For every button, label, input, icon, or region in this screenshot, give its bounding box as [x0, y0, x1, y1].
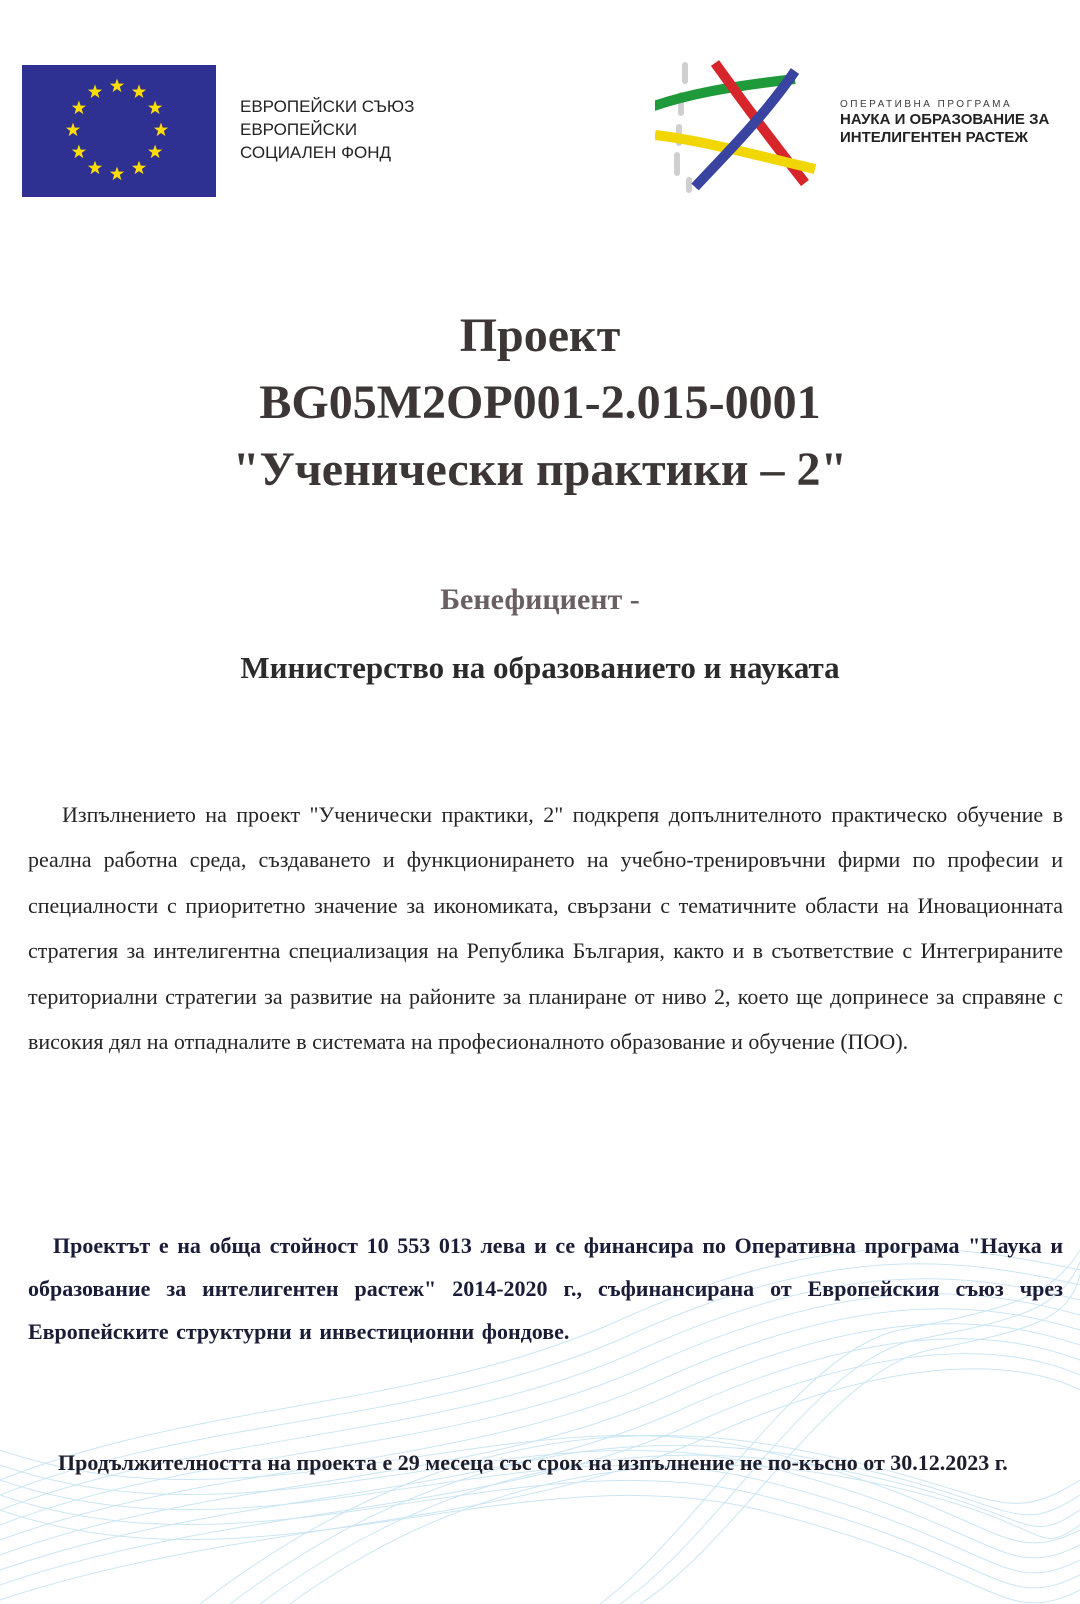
eu-flag-logo [22, 65, 216, 197]
beneficiary-label: Бенефициент - [440, 583, 640, 616]
eu-flag-graphic [22, 65, 216, 197]
project-title [0, 302, 1080, 503]
eu-fund-label [240, 95, 414, 164]
eu-line-1: ЕВРОПЕЙСКИ СЪЮЗ [240, 97, 415, 116]
title-line-project: Проект [459, 309, 621, 362]
title-line-code: BG05M2OP001-2.015-0001 [259, 376, 821, 429]
op-title-line-2: ИНТЕЛИГЕНТЕН РАСТЕЖ [840, 129, 1028, 146]
operational-programme-logo [655, 55, 825, 195]
project-duration-paragraph: Продължителността на проекта е 29 месеца със срок на изпълнение не по-късно от 30.12.2023 г. [58, 1450, 1008, 1475]
beneficiary-name: Министерство на образованието и науката [240, 650, 840, 685]
project-description-paragraph: Изпълнението на проект "Ученически практики, 2" подкрепя допълнителното практическо обучение в реална работна среда, създаването и функционирането на учебно-тренировъчни фирми по професии и специалности с приоритетно значение за икономиката, свързани с тематичните области на Иновационната стратегия за интелигентна специализация на Република България, както и в съответствие с Интегрираните териториални стратегии за развитие на районите за планиране от ниво 2, което ще допринесе за справяне с високия дял на отпадналите в системата на професионалното образование и обучение (ПОО). [28, 802, 1063, 1055]
title-line-name: "Ученически практики – 2" [232, 443, 848, 496]
project-funding-paragraph: Проектът е на обща стойност 10 553 013 лева и се финансира по Оперативна програма "Наука и образование за интелигентен растеж" 2014-2020 г., съфинансирана от Европейския съюз чрез Европейските структурни и инвестиционни фондове. [28, 1233, 1063, 1344]
op-title-line-1: НАУКА И ОБРАЗОВАНИЕ ЗА [840, 111, 1050, 128]
op-small-caption: ОПЕРАТИВНА ПРОГРАМА [840, 99, 1013, 110]
decorative-wave-background [0, 1150, 1080, 1604]
eu-line-3: СОЦИАЛЕН ФОНД [240, 143, 392, 162]
eu-line-2: ЕВРОПЕЙСКИ [240, 120, 358, 139]
operational-programme-label [840, 98, 1049, 147]
